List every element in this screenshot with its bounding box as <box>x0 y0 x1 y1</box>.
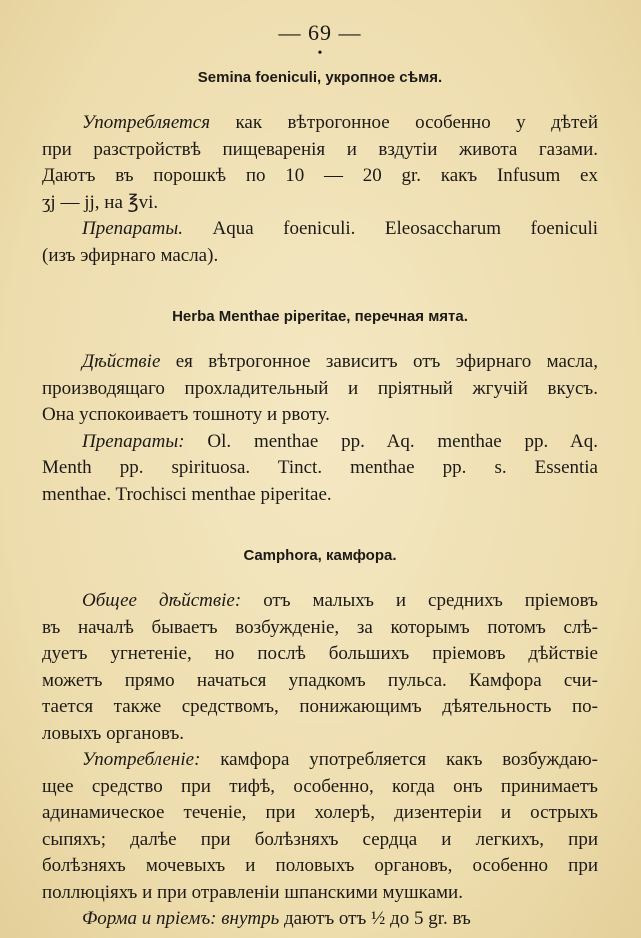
paragraph-lead: Употребленіе: <box>82 749 201 770</box>
text-line: при разстройствѣ пищеваренія и вздутіи живота газами. <box>42 138 598 160</box>
paragraph-usage-camphora <box>42 747 598 906</box>
paragraph-lead: Форма и пріемъ: <box>82 908 217 929</box>
text-line <box>42 216 598 243</box>
section-body-camphora <box>42 588 598 933</box>
text-line: можетъ прямо начаться упадкомъ пульса. Камфора счи- <box>42 669 598 691</box>
paragraph-general-action-camphora <box>42 588 598 747</box>
line-text: как вѣтрогонное особенно у дѣтей <box>235 112 599 133</box>
paragraph-preparations-menthae <box>42 429 598 509</box>
paragraph-lead: Дѣйствіе <box>82 351 161 372</box>
text-line: производящаго прохладительный и пріятный жгучій вкусъ. <box>42 377 598 399</box>
line-text: ея вѣтрогонное зависитъ отъ эфирнаго масла, <box>175 351 598 372</box>
text-line: сыпяхъ; далѣе при болѣзняхъ сердца и легкихъ, при <box>42 828 598 850</box>
paragraph-lead: Общее дѣйствіе: <box>82 590 242 611</box>
line-text: отъ малыхъ и среднихъ пріемовъ <box>263 590 598 611</box>
text-line <box>42 747 598 774</box>
line-text: камфора употребляется какъ возбуждаю- <box>220 749 599 770</box>
section-heading-menthae: Herba Menthae piperitae, перечная мята. <box>172 308 468 325</box>
paragraph-lead: Препараты. <box>82 218 183 239</box>
text-line: ʒj — jj, на ℥vi. <box>42 191 159 213</box>
paragraph-action-menthae <box>42 349 598 429</box>
text-line <box>42 349 598 376</box>
text-line: въ началѣ бываетъ возбужденіе, за которымъ потомъ слѣ- <box>42 616 598 638</box>
line-text: Aqua foeniculi. Eleosaccharum foeniculi <box>212 218 599 239</box>
text-line: (изъ эфирнаго масла). <box>42 244 219 266</box>
text-line: болѣзняхъ мочевыхъ и половыхъ органовъ, особенно при <box>42 855 598 876</box>
paragraph-lead-secondary: внутрь <box>221 908 280 929</box>
text-line: Menth pp. spirituosa. Tinct. menthae pp. s. Essentia <box>42 457 598 478</box>
text-line: ловыхъ органовъ. <box>42 722 185 744</box>
text-line: Она успокоиваетъ тошноту и рвоту. <box>42 404 330 425</box>
paragraph-lead: Употребляется <box>82 112 211 133</box>
section-body-menthae <box>42 349 598 508</box>
section-heading-foeniculi: Semina foeniculi, укропное сѣмя. <box>197 69 443 86</box>
text-line: Даютъ въ порошкѣ по 10 — 20 gr. какъ Infusum ex <box>42 165 598 186</box>
paragraph-lead: Препараты: <box>82 430 185 452</box>
text-line: поллюціяхъ и при отравленіи шпанскими мушками. <box>42 881 463 903</box>
section-body-foeniculi <box>42 110 598 269</box>
text-line <box>42 110 598 137</box>
ink-dot: • <box>317 46 323 61</box>
section-heading-camphora: Camphora, камфора. <box>243 547 397 564</box>
text-line: адинамическое теченіе, при холерѣ, дизентеріи и острыхъ <box>42 802 598 823</box>
page-number: — 69 — <box>278 20 362 45</box>
paragraph-preparations-foeniculi <box>42 216 598 269</box>
paragraph-usage-foeniculi <box>42 110 598 216</box>
text-line <box>42 588 598 615</box>
text-line: menthae. Trochisci menthae piperitae. <box>42 483 332 505</box>
page <box>42 18 598 933</box>
line-text: даютъ отъ ½ до 5 gr. въ <box>284 908 471 929</box>
text-line <box>42 429 598 456</box>
text-line <box>42 906 598 933</box>
line-text: Ol. menthae pp. Aq. menthae pp. Aq. <box>207 430 599 452</box>
paragraph-form-dose-camphora <box>42 906 598 933</box>
text-line: тается также средствомъ, понижающимъ дѣятельность по- <box>42 696 598 717</box>
text-line: щее средство при тифѣ, особенно, когда онъ принимаетъ <box>42 775 598 797</box>
text-line: дуетъ угнетеніе, но послѣ большихъ пріемовъ дѣйствіе <box>42 643 598 664</box>
